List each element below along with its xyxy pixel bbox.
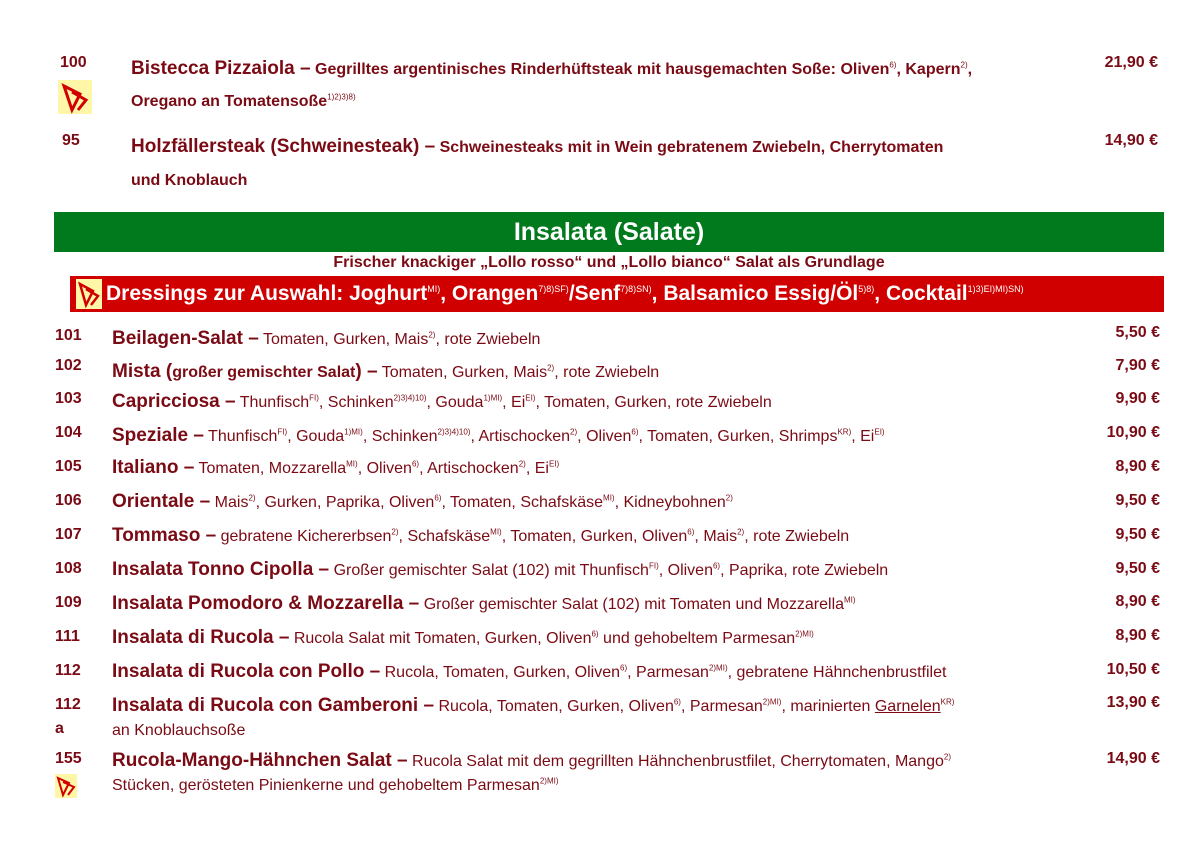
item-desc: , Oliven [658, 562, 713, 579]
item-desc: Gegrilltes argentinisches Rinderhüftsteak mit hausgemachten Soße: Oliven [310, 61, 890, 78]
item-price: 8,90 € [1115, 627, 1160, 644]
item-line-1 [112, 750, 951, 772]
allergen-note: 2) [428, 330, 436, 340]
item-desc: , rote Zwiebeln [744, 528, 850, 545]
allergen-note: 1)MI) [344, 427, 363, 437]
item-line-2 [112, 722, 245, 740]
dressing-label: , Orangen [440, 282, 539, 305]
item-line [112, 627, 814, 649]
item-price: 14,90 € [1104, 132, 1158, 149]
allergen-note: 6) [687, 527, 695, 537]
item-price: 8,90 € [1115, 458, 1160, 475]
item-desc: Tomaten, Mozzarella [194, 460, 347, 477]
item-line [112, 559, 888, 581]
allergen-note: 2)3)4)10) [393, 393, 427, 403]
section-title: Insalata (Salate) [54, 212, 1164, 252]
item-desc: , Schafskäse [398, 528, 491, 545]
allergen-note: MI) [844, 595, 856, 605]
allergen-note: EI) [874, 427, 885, 437]
allergen-note: 6) [591, 629, 599, 639]
item-number: 107 [55, 526, 82, 543]
item-number: 108 [55, 560, 82, 577]
allergen-note: 1)3)EI)MI)SN) [967, 284, 1024, 294]
item-number-suffix: a [55, 720, 64, 737]
allergen-note: 2) [725, 493, 733, 503]
item-line [112, 425, 885, 447]
section-subtitle: Frischer knackiger „Lollo rosso“ und „Lollo bianco“ Salat als Grundlage [333, 254, 885, 271]
allergen-note: EI) [548, 459, 560, 469]
item-desc: Tomaten, Gurken, Mais [377, 364, 548, 381]
allergen-note: 7)8)SF) [538, 284, 569, 294]
item-desc: Oregano an Tomatensoße [131, 93, 328, 110]
item-price: 7,90 € [1115, 357, 1160, 374]
item-title: großer gemischter Salat [172, 364, 356, 381]
item-number: 106 [55, 492, 82, 509]
item-line [112, 361, 659, 383]
item-desc: Stücken, gerösteten Pinienkerne und gehobeltem Parmesan [112, 777, 540, 794]
item-desc: , Parmesan [627, 664, 709, 681]
dressing-label: Dressings zur Auswahl: Joghurt [106, 282, 428, 305]
allergen-note: FI) [648, 561, 659, 571]
item-desc: und Knoblauch [131, 172, 248, 189]
dressing-label: , Cocktail [874, 282, 968, 305]
item-desc: , Mais [694, 528, 738, 545]
dressing-label: /Senf [568, 282, 621, 305]
item-desc: , gebratene Hähnchenbrustfilet [727, 664, 947, 681]
item-desc: Thunfisch [235, 394, 310, 411]
dressings-text [106, 282, 1024, 306]
allergen-note: 6) [434, 493, 442, 503]
item-line [112, 525, 849, 547]
item-desc: an Knoblauchsoße [112, 722, 246, 739]
item-price: 13,90 € [1106, 694, 1160, 711]
allergen-note: 2)MI) [762, 697, 782, 707]
allergen-note: 6) [620, 663, 628, 673]
allergen-note: KR) [940, 697, 955, 707]
allergen-note: 2) [547, 363, 555, 373]
item-desc: Thunfisch [203, 428, 278, 445]
allergen-note: MI) [490, 527, 502, 537]
item-desc: Großer gemischter Salat (102) mit Thunfisch [329, 562, 649, 579]
allergen-note: EI) [525, 393, 536, 403]
item-line-2 [131, 172, 247, 190]
item-desc: , Gouda [426, 394, 484, 411]
dressings-bar [70, 276, 1164, 312]
item-price: 14,90 € [1106, 750, 1160, 767]
item-title: Insalata di Rucola – [112, 627, 290, 648]
allergen-note: 2) [943, 752, 951, 762]
allergen-note: 2) [518, 459, 526, 469]
item-number: 101 [55, 327, 82, 344]
item-number: 112 [55, 696, 81, 713]
allergen-note: 2)MI) [539, 776, 559, 786]
item-desc: Schweinesteaks mit in Wein gebratenem Zwiebeln, Cherrytomaten [435, 139, 944, 156]
item-desc: Rucola, Tomaten, Gurken, Oliven [380, 664, 620, 681]
item-desc: , Artischocken [419, 460, 519, 477]
allergen-note: MI) [603, 493, 615, 503]
item-desc: , Tomaten, Schafskäse [441, 494, 604, 511]
item-price: 9,50 € [1115, 492, 1160, 509]
item-desc: gebratene Kichererbsen [216, 528, 392, 545]
item-title: Mista ( [112, 361, 173, 382]
item-line [112, 457, 559, 479]
item-line [112, 328, 540, 350]
item-title: Speziale – [112, 425, 204, 446]
item-desc: Rucola, Tomaten, Gurken, Oliven [434, 698, 674, 715]
item-desc: , Schinken [318, 394, 394, 411]
item-price: 9,50 € [1115, 526, 1160, 543]
item-line [112, 391, 772, 413]
item-number: 103 [55, 390, 82, 407]
item-line [112, 593, 856, 615]
allergen-note: 6) [631, 427, 639, 437]
item-price: 10,50 € [1106, 661, 1160, 678]
item-line-2 [131, 93, 356, 111]
item-title: Orientale – [112, 491, 211, 512]
item-desc: Großer gemischter Salat (102) mit Tomaten und Mozzarella [419, 596, 845, 613]
allergen-note: 6) [712, 561, 721, 571]
item-desc: , Tomaten, Gurken, Shrimps [638, 428, 838, 445]
item-title: Bistecca Pizzaiola – [131, 58, 311, 79]
item-desc: , Artischocken [470, 428, 571, 445]
item-desc: , Kapern [896, 61, 961, 78]
allergen-note: 6) [673, 697, 681, 707]
item-price: 5,50 € [1115, 324, 1160, 341]
item-title: Italiano – [112, 457, 195, 478]
allergen-note: 2) [248, 493, 256, 503]
item-price: 8,90 € [1115, 593, 1160, 610]
item-desc: Garnelen [874, 698, 941, 715]
allergen-note: 2) [391, 527, 399, 537]
item-desc: , marinierten [781, 698, 875, 715]
item-price: 10,90 € [1106, 424, 1160, 441]
item-desc: , rote Zwiebeln [435, 331, 541, 348]
pizza-slice-logo-icon [76, 279, 102, 309]
item-line [112, 491, 733, 513]
item-desc: , Kidneybohnen [614, 494, 726, 511]
item-desc: , Tomaten, Gurken, Oliven [501, 528, 688, 545]
item-price: 9,50 € [1115, 560, 1160, 577]
item-number: 112 [55, 662, 81, 679]
item-desc: , Tomaten, Gurken, rote Zwiebeln [535, 394, 772, 411]
item-title: Holzfällersteak (Schweinesteak) – [131, 136, 436, 157]
allergen-note: KR) [837, 427, 852, 437]
item-desc: , Paprika, rote Zwiebeln [720, 562, 889, 579]
allergen-note: 6) [411, 459, 420, 469]
item-desc: Tomaten, Gurken, Mais [258, 331, 429, 348]
item-desc: , Ei [502, 394, 526, 411]
item-number: 111 [55, 628, 80, 645]
item-title: Insalata Tonno Cipolla – [112, 559, 330, 580]
item-title: Tommaso – [112, 525, 217, 546]
item-number: 95 [62, 132, 80, 149]
item-number: 155 [55, 750, 82, 767]
item-desc: , Ei [851, 428, 875, 445]
allergen-note: 5)8) [858, 284, 875, 294]
item-desc: , [967, 61, 973, 78]
item-title: Capricciosa – [112, 391, 236, 412]
item-title: ) – [355, 361, 378, 382]
item-title: Rucola-Mango-Hähnchen Salat – [112, 750, 408, 771]
item-desc: , Gurken, Paprika, Oliven [255, 494, 435, 511]
allergen-note: 2)3)4)10) [437, 427, 471, 437]
item-line-1 [112, 695, 954, 717]
item-desc: , Parmesan [680, 698, 763, 715]
allergen-note: 2) [737, 527, 745, 537]
item-desc: , Oliven [357, 460, 412, 477]
item-desc: , Schinken [362, 428, 438, 445]
pizza-slice-logo-icon [58, 80, 92, 114]
allergen-note: FI) [277, 427, 288, 437]
allergen-note: 2)MI) [795, 629, 814, 639]
item-number: 102 [55, 357, 82, 374]
item-number: 105 [55, 458, 82, 475]
item-desc: Rucola Salat mit Tomaten, Gurken, Oliven [289, 630, 592, 647]
item-price: 21,90 € [1104, 54, 1158, 71]
allergen-note: 1)MI) [483, 393, 503, 403]
item-title: Insalata di Rucola con Pollo – [112, 661, 381, 682]
item-number: 109 [55, 594, 82, 611]
item-number: 100 [60, 54, 87, 71]
pizza-slice-logo-icon [55, 774, 77, 798]
item-desc: , Oliven [577, 428, 632, 445]
allergen-note: 2) [960, 60, 968, 70]
item-line-1 [131, 136, 943, 158]
allergen-note: MI) [346, 459, 358, 469]
item-desc: , Ei [525, 460, 549, 477]
allergen-note: 1)2)3)8) [327, 92, 356, 102]
item-desc: , rote Zwiebeln [554, 364, 660, 381]
item-desc: Mais [210, 494, 249, 511]
allergen-note: 2)MI) [708, 663, 728, 673]
allergen-note: MI) [427, 284, 441, 294]
item-line-1 [131, 58, 972, 80]
allergen-note: 6) [889, 60, 897, 70]
allergen-note: 2) [570, 427, 578, 437]
item-number: 104 [55, 424, 82, 441]
item-line-2 [112, 777, 559, 795]
allergen-note: 7)8)SN) [620, 284, 652, 294]
item-line [112, 661, 946, 683]
item-title: Insalata Pomodoro & Mozzarella – [112, 593, 420, 614]
item-price: 9,90 € [1115, 390, 1160, 407]
item-desc: und gehobeltem Parmesan [598, 630, 796, 647]
item-title: Beilagen-Salat – [112, 328, 259, 349]
item-title: Insalata di Rucola con Gamberoni – [112, 695, 435, 716]
dressing-label: , Balsamico Essig/Öl [651, 282, 859, 305]
item-desc: , Gouda [287, 428, 345, 445]
allergen-note: FI) [309, 393, 319, 403]
item-desc: Rucola Salat mit dem gegrillten Hähnchenbrustfilet, Cherrytomaten, Mango [407, 753, 944, 770]
